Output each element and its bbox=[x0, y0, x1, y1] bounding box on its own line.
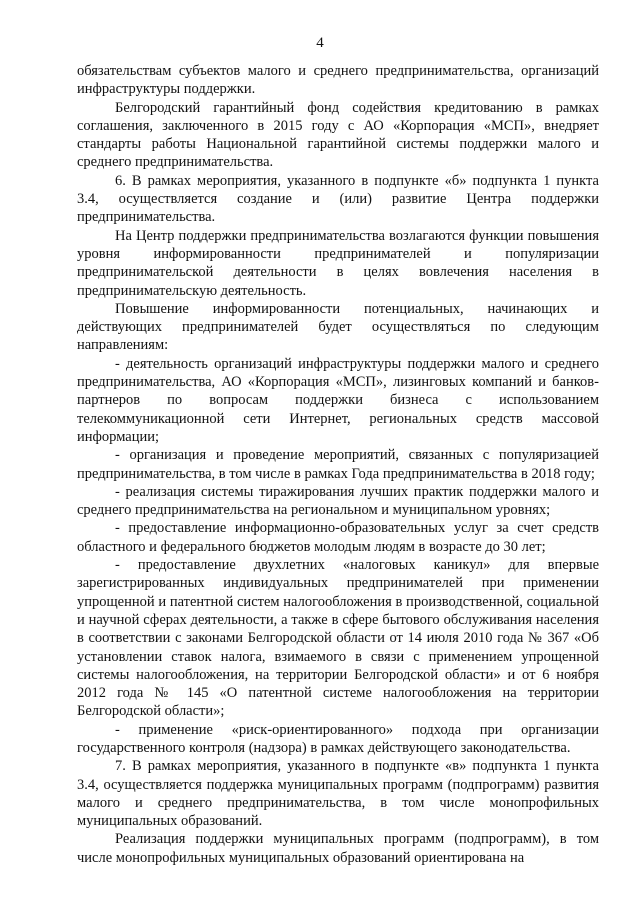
list-item-3: - реализация системы тиражирования лучших практик поддержки малого и среднего предпринимательства на региональном и муниципальном уровнях; bbox=[77, 483, 599, 519]
list-item-2: - организация и проведение мероприятий, связанных с популяризацией предпринимательства, в том числе в рамках Года предпринимательства в 2018 году; bbox=[77, 447, 599, 482]
list-item-1: - деятельность организаций инфраструктуры поддержки малого и среднего предпринимательства, АО «Корпорация «МСП», лизинговых компаний и банков-партнеров по вопросам поддержки бизнеса с использованием телекоммуникационной сети Интернет, региональных средств массовой информации; bbox=[77, 355, 599, 445]
list-item-6: - применение «риск-ориентированного» подхода при организации государственного контроля (надзора) в рамках действующего законодательства. bbox=[77, 721, 599, 756]
page-number: 4 bbox=[316, 35, 324, 51]
list-item-5: - предоставление двухлетних «налоговых каникул» для впервые зарегистрированных индивидуальных предпринимателей при применении упрощенной и патентной систем налогообложения в производственной, социальной и научной сферах деятельности, а также в сфере бытового обслуживания населения в соответствии с законами Белгородской области от 14 июля 2010 года № 367 «Об установлении ставок налога, взимаемого в связи с применением упрощенной системы налогообложения, на территории Белгородской области» и от 6 ноября 2012 года № 145 «О патентной системе налогообложения на территории Белгородской области»; bbox=[77, 557, 599, 720]
paragraph-2: Белгородский гарантийный фонд содействия кредитованию в рамках соглашения, заключенного в 2015 году с АО «Корпорация «МСП», внедряет стандарты работы Национальной гарантийной системы поддержки малого и среднего предпринимательства. bbox=[77, 99, 599, 171]
list-item-4: - предоставление информационно-образовательных услуг за счет средств областного и федерального бюджетов молодым людям в возрасте до 30 лет; bbox=[77, 520, 599, 555]
paragraph-5: Повышение информированности потенциальных, начинающих и действующих предпринимателей будет осуществляться по следующим направлениям: bbox=[77, 300, 599, 354]
paragraph-1: обязательствам субъектов малого и среднего предпринимательства, организаций инфраструктуры поддержки. bbox=[77, 63, 599, 98]
paragraph-6: 7. В рамках мероприятия, указанного в подпункте «в» подпункта 1 пункта 3.4, осуществляется поддержка муниципальных программ (подпрограмм) развития малого и среднего предпринимательства, в том числе монопрофильных муниципальных образований. bbox=[77, 758, 599, 830]
body-text bbox=[77, 62, 599, 867]
paragraph-3: 6. В рамках мероприятия, указанного в подпункте «б» подпункта 1 пункта 3.4, осуществляется создание и (или) развитие Центра поддержки предпринимательства. bbox=[77, 172, 599, 226]
paragraph-4: На Центр поддержки предпринимательства возлагаются функции повышения уровня информированности предпринимателей и популяризации предпринимательской деятельности в целях вовлечения населения в предпринимательскую деятельность. bbox=[77, 227, 599, 299]
paragraph-7: Реализация поддержки муниципальных программ (подпрограмм), в том числе монопрофильных муниципальных образований ориентирована на bbox=[77, 831, 599, 866]
